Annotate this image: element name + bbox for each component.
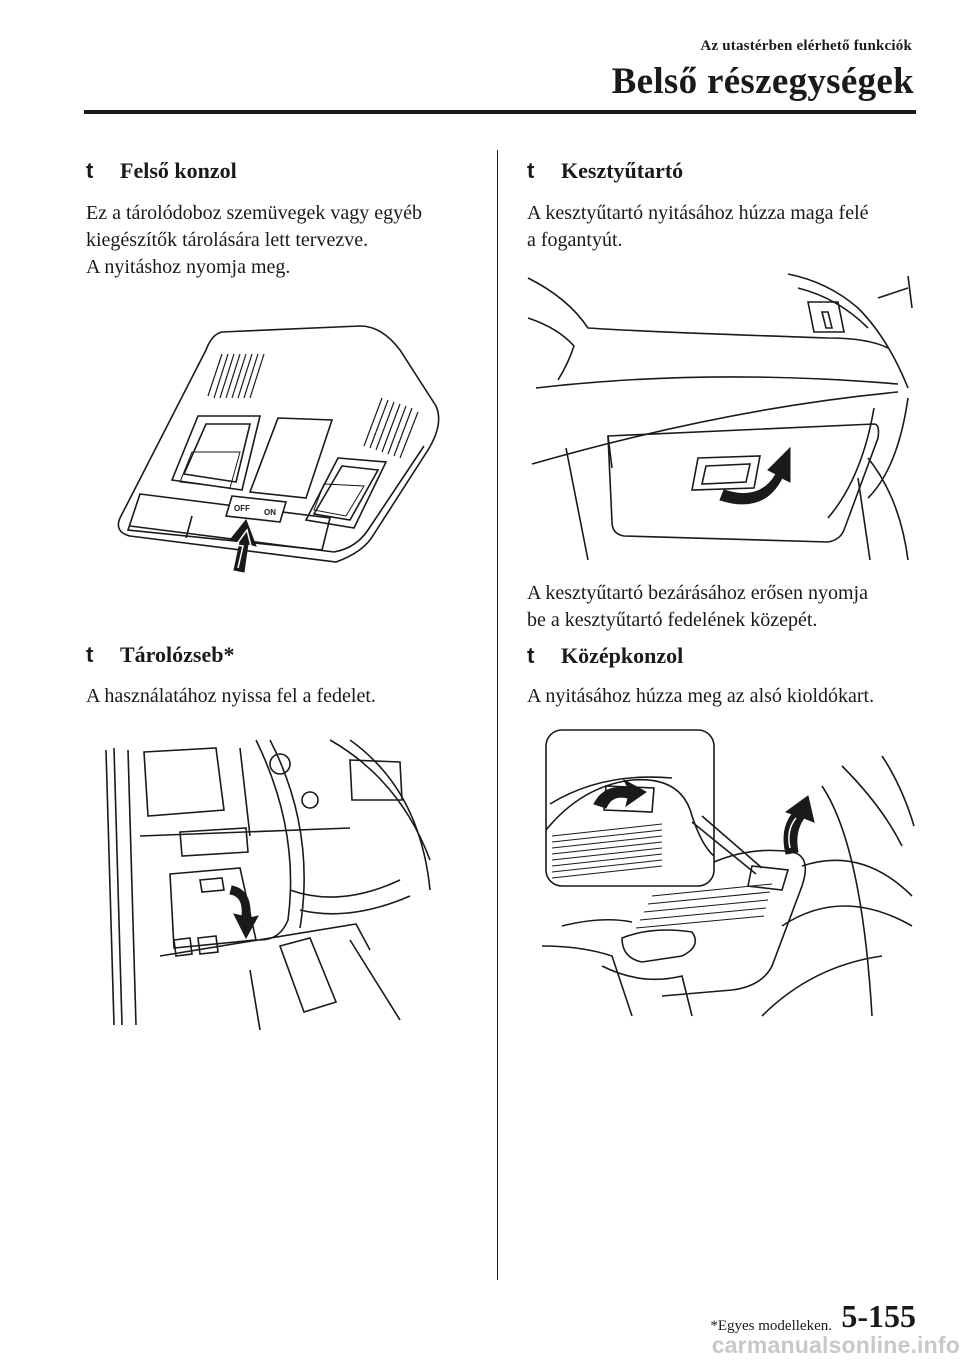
heading-text: Tárolózseb* [120, 642, 235, 667]
paragraph-tarolozseb [86, 683, 376, 710]
text-line: Ez a tárolódoboz szemüvegek vagy egyéb [86, 202, 422, 224]
heading-text: Felső konzol [120, 158, 237, 183]
bullet-icon: t [86, 158, 94, 183]
center-console-illustration [542, 726, 914, 1016]
text-line: be a kesztyűtartó fedelének közepét. [527, 609, 818, 631]
text-line: A használatához nyissa fel a fedelet. [86, 685, 376, 707]
watermark: carmanualsonline.info [711, 1332, 960, 1358]
bullet-icon: t [86, 642, 94, 667]
column-divider [497, 150, 498, 1280]
paragraph-kesztyutarto-close [527, 580, 868, 634]
switch-off-label: OFF [234, 504, 250, 513]
header-rule [84, 110, 916, 114]
paragraph-kozepkonzol [527, 683, 874, 710]
page-number: 5-155 [841, 1298, 916, 1334]
text-line: kiegészítők tárolására lett tervezve. [86, 229, 369, 251]
heading-text: Kesztyűtartó [561, 158, 684, 183]
paragraph-kesztyutarto-open [527, 200, 869, 254]
text-line: A kesztyűtartó nyitásához húzza maga felé [527, 202, 869, 224]
text-line: a fogantyút. [527, 229, 623, 251]
section-title: Belső részegységek [611, 61, 914, 102]
chapter-title: Az utastérben elérhető funkciók [700, 38, 912, 54]
footnote: *Egyes modelleken. [710, 1318, 832, 1334]
heading-kozepkonzol [527, 643, 683, 669]
heading-kesztyutarto [527, 158, 683, 184]
heading-text: Középkonzol [561, 643, 684, 668]
bullet-icon: t [527, 643, 535, 668]
text-line: A nyitáshoz nyomja meg. [86, 256, 291, 278]
switch-on-label: ON [264, 508, 276, 517]
storage-pocket-illustration [100, 740, 440, 1030]
glovebox-illustration [528, 268, 914, 560]
paragraph-felso-konzol [86, 200, 422, 281]
heading-felso-konzol [86, 158, 237, 184]
heading-tarolozseb [86, 642, 234, 668]
bullet-icon: t [527, 158, 535, 183]
text-line: A kesztyűtartó bezárásához erősen nyomja [527, 582, 868, 604]
text-line: A nyitásához húzza meg az alsó kioldókart. [527, 685, 875, 707]
overhead-console-illustration [110, 320, 450, 582]
